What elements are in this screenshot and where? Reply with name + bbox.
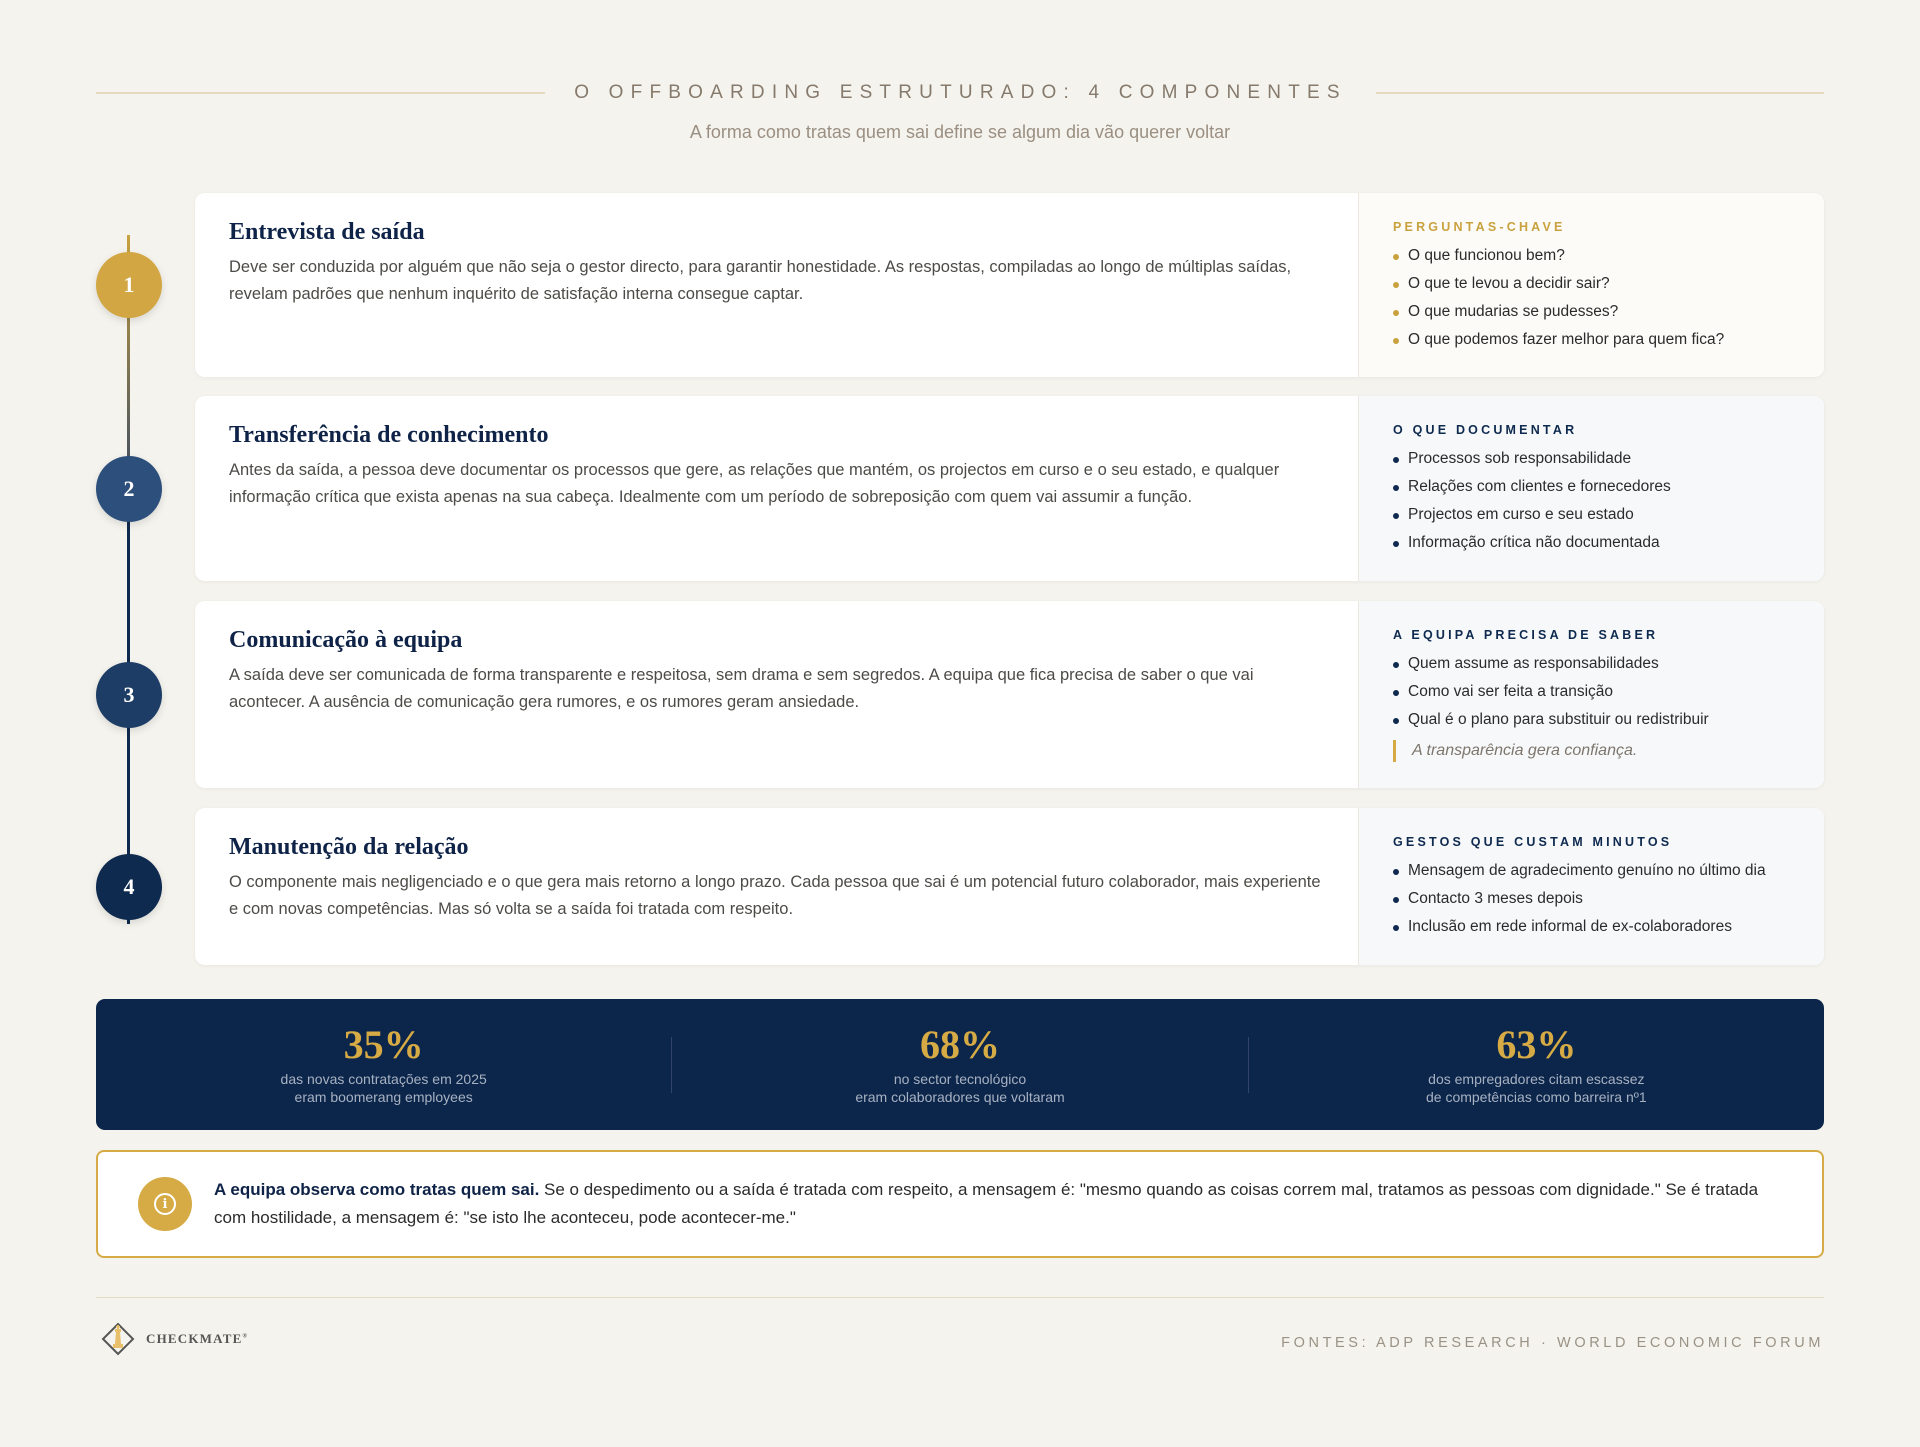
- callout-box: [96, 1150, 1824, 1258]
- bullet-icon: [1393, 485, 1399, 491]
- card-title: Manutenção da relação: [229, 834, 469, 860]
- bullet-icon: [1393, 662, 1399, 668]
- component-card-exit-interview: [195, 193, 1824, 377]
- header-rule-left: [96, 92, 545, 94]
- side-panel-list: [1393, 857, 1790, 941]
- bullet-icon: [1393, 338, 1399, 344]
- list-item: O que te levou a decidir sair?: [1393, 270, 1790, 298]
- stat-value: 68%: [919, 1022, 1000, 1067]
- info-icon: i: [138, 1177, 192, 1231]
- step-badge-2: 2: [96, 456, 162, 522]
- bullet-icon: [1393, 690, 1399, 696]
- card-side-panel: [1358, 601, 1824, 788]
- card-body: O componente mais negligenciado e o que gera mais retorno a longo prazo. Cada pessoa que sai é um potencial futuro colaborador, mais experiente e com novas competências. Mas só volta se a saída foi tratada com respeito.: [229, 873, 1321, 918]
- callout-bold: A equipa observa como tratas quem sai.: [214, 1180, 540, 1199]
- step-badge-4: 4: [96, 854, 162, 920]
- list-item: Relações com clientes e fornecedores: [1393, 473, 1790, 501]
- side-panel-title: GESTOS QUE CUSTAM MINUTOS: [1393, 835, 1673, 849]
- bullet-icon: [1393, 718, 1399, 724]
- card-side-panel: [1358, 396, 1824, 581]
- chess-king-diamond-icon: [100, 1320, 136, 1358]
- card-main: [195, 396, 1358, 581]
- list-item: Inclusão em rede informal de ex-colaboradores: [1393, 913, 1790, 941]
- list-item: Como vai ser feita a transição: [1393, 678, 1790, 706]
- list-item: O que mudarias se pudesses?: [1393, 298, 1790, 326]
- component-card-relationship-maintenance: [195, 808, 1824, 965]
- card-side-panel: [1358, 193, 1824, 377]
- list-item: Qual é o plano para substituir ou redistribuir: [1393, 706, 1790, 734]
- component-card-team-communication: [195, 601, 1824, 788]
- card-title: Comunicação à equipa: [229, 627, 463, 653]
- stat-skills-shortage: [1249, 1023, 1824, 1106]
- callout-body: Se o despedimento ou a saída é tratada com respeito, a mensagem é: "mesmo quando as coisas correm mal, tratamos as pessoas com dignidade." Se é tratada com hostilidade, a mensagem é: "se isto lhe aconteceu, pode acontecer-me.": [214, 1180, 1759, 1227]
- bullet-icon: [1393, 541, 1399, 547]
- list-item: Informação crítica não documentada: [1393, 529, 1790, 557]
- bullet-icon: [1393, 869, 1399, 875]
- footer-divider: [96, 1297, 1824, 1298]
- stat-label: dos empregadores citam escassez de competências como barreira nº1: [1425, 1071, 1647, 1105]
- card-main: [195, 193, 1358, 377]
- side-panel-list: [1393, 445, 1790, 557]
- footer-sources: FONTES: ADP RESEARCH · WORLD ECONOMIC FORUM: [1281, 1335, 1824, 1351]
- side-panel-title: O QUE DOCUMENTAR: [1393, 423, 1578, 437]
- stat-value: 35%: [343, 1022, 424, 1067]
- callout-text: [214, 1176, 1784, 1232]
- card-main: [195, 601, 1358, 788]
- side-panel-list: [1393, 650, 1790, 734]
- bullet-icon: [1393, 310, 1399, 316]
- card-title: Entrevista de saída: [229, 219, 425, 245]
- card-body: Antes da saída, a pessoa deve documentar os processos que gere, as relações que mantém, os projectos em curso e o seu estado, e qualquer informação crítica que exista apenas na sua cabeça. Idealmente com um período de sobreposição com quem vai assumir a função.: [229, 461, 1280, 506]
- list-item: O que funcionou bem?: [1393, 242, 1790, 270]
- card-title: Transferência de conhecimento: [229, 422, 549, 448]
- list-item: Contacto 3 meses depois: [1393, 885, 1790, 913]
- list-item: Mensagem de agradecimento genuíno no último dia: [1393, 857, 1790, 885]
- step-badge-1: 1: [96, 252, 162, 318]
- step-badge-3: 3: [96, 662, 162, 728]
- side-panel-title: PERGUNTAS-CHAVE: [1393, 220, 1566, 234]
- stat-tech-sector: [672, 1023, 1247, 1106]
- component-card-knowledge-transfer: [195, 396, 1824, 581]
- stat-value: 63%: [1496, 1022, 1577, 1067]
- bullet-icon: [1393, 457, 1399, 463]
- card-main: [195, 808, 1358, 965]
- page-subtitle: A forma como tratas quem sai define se algum dia vão querer voltar: [689, 122, 1231, 142]
- bullet-icon: [1393, 897, 1399, 903]
- logo-text: CHECKMATE®: [146, 1331, 249, 1346]
- stat-boomerang-hires: [96, 1023, 671, 1106]
- stats-bar: [96, 999, 1824, 1130]
- side-panel-quote: A transparência gera confiança.: [1393, 740, 1790, 762]
- stat-label: no sector tecnológico eram colaboradores que voltaram: [855, 1071, 1065, 1105]
- bullet-icon: [1393, 925, 1399, 931]
- bullet-icon: [1393, 282, 1399, 288]
- bullet-icon: [1393, 254, 1399, 260]
- card-body: A saída deve ser comunicada de forma transparente e respeitosa, sem drama e sem segredos. A equipa que fica precisa de saber o que vai acontecer. A ausência de comunicação gera rumores, e os rumores geram ansiedade.: [229, 666, 1254, 711]
- side-panel-title: A EQUIPA PRECISA DE SABER: [1393, 628, 1659, 642]
- list-item: O que podemos fazer melhor para quem fica?: [1393, 326, 1790, 354]
- card-side-panel: [1358, 808, 1824, 965]
- checkmate-logo: [100, 1320, 248, 1358]
- header-rule-right: [1376, 92, 1824, 94]
- page-title: O OFFBOARDING ESTRUTURADO: 4 COMPONENTES: [574, 82, 1347, 103]
- list-item: Quem assume as responsabilidades: [1393, 650, 1790, 678]
- card-body: Deve ser conduzida por alguém que não seja o gestor directo, para garantir honestidade. As respostas, compiladas ao longo de múltiplas saídas, revelam padrões que nenhum inquérito de satisfação interna consegue captar.: [229, 258, 1292, 303]
- stat-label: das novas contratações em 2025 eram boomerang employees: [280, 1071, 487, 1105]
- side-panel-list: [1393, 242, 1790, 354]
- list-item: Projectos em curso e seu estado: [1393, 501, 1790, 529]
- bullet-icon: [1393, 513, 1399, 519]
- list-item: Processos sob responsabilidade: [1393, 445, 1790, 473]
